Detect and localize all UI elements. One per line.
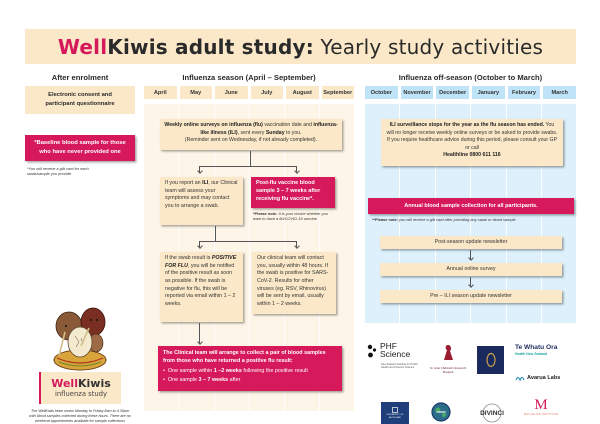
university-of-auckland-logo: UNIVERSITY OF AUCKLAND <box>381 402 409 424</box>
post-flu-vaccine-card: Post-flu vaccine blood sample 3 – 7 weeks after receiving flu vaccine*. <box>251 177 335 208</box>
vaccine-choice-note: *Please note: It is your choice whether you want to have a flu/COVID-19 vaccine. <box>253 211 328 222</box>
month-july: July <box>251 86 284 99</box>
paired-sample-item: • One sample 3 – 7 weeks after <box>163 377 241 384</box>
phf-science-logo: PHF Science New Zealand Institute for Public Health and Forensic Science <box>367 342 427 382</box>
page-title: WellKiwis adult study: Yearly study activities <box>57 34 544 59</box>
month-september: September <box>322 86 355 99</box>
malaghan-institute-logo: M MALAGHAN INSTITUTE <box>523 397 559 416</box>
consent-box: Electronic consent and participant questionnaire <box>25 86 135 114</box>
pre-season-newsletter-step: Pre – ILI season update newsletter <box>380 290 562 303</box>
month-december: December <box>436 86 469 99</box>
weekly-survey-card: Weekly online surveys on influenza (flu) vaccination date and influenza-like illness (ILI), sent every Sunday to you. (Reminder sent on Wednesday, if not already completed). <box>160 119 342 150</box>
off-season-heading: Influenza off-season (October to March) <box>398 73 543 82</box>
positive-flu-card: If the swab result is POSITIVE FOR FLU, you will be notified of the positive result as soon as possible. If the swab is negative for flu, this will be reported via email within 1 – 2 weeks. <box>160 252 243 322</box>
logo-subtitle: influenza study <box>54 390 108 399</box>
month-january: January <box>472 86 505 99</box>
month-november: November <box>401 86 434 99</box>
laurel-icon <box>485 352 497 368</box>
university-seal-logo <box>477 346 504 374</box>
annual-blood-sample-bar: Annual blood sample collection for all participants. <box>368 198 574 214</box>
gift-card-swab-note: **Please note: you will receive a gift card after providing any swab or blood sample <box>372 217 516 222</box>
kiwi-illustration <box>45 298 115 373</box>
connector-line <box>199 241 297 242</box>
ili-report-card: If you report an ILI, our Clinical team will assess your symptoms and may contact you to arrange a swab. <box>160 177 243 225</box>
baseline-blood-box: *Baseline blood sample for those who have never provided one <box>25 135 135 161</box>
month-april: April <box>144 86 177 99</box>
annual-survey-step: Annual online survey <box>380 263 562 276</box>
st-jude-logo: St. Jude Children's Research Hospital <box>428 344 468 378</box>
flu-season-heading: Influenza season (April – September) <box>182 73 316 82</box>
gift-card-note: *You will receive a gift card for each swab/sample you provide. <box>27 166 89 177</box>
wellkiwis-logo <box>39 372 121 404</box>
divinci-logo: DIVINCI <box>474 402 510 424</box>
ili-surveillance-stops-card: ILI surveillance stops for the year as the flu season has ended. You will no longer receive weekly online surveys or be asked to provide swabs. If you require healthcare advice during this period, please consult your GP or call Healthline 0800 611 116 <box>381 119 563 166</box>
connector-line <box>199 166 297 167</box>
waves-icon <box>515 374 525 382</box>
phf-dots-icon <box>367 344 377 358</box>
month-october: October <box>365 86 398 99</box>
month-june: June <box>215 86 248 99</box>
connector-line <box>250 151 251 166</box>
working-hours-note: The WellKiwis team works Monday to Friday 8am to 4.30pm with blood samples collected during these hours. There are no weekend appointments available for sample collections <box>29 409 131 424</box>
logo-wordmark: WellKiwis <box>51 376 111 390</box>
paired-sample-item: • One sample within 1 –2 weeks following the positive result <box>163 367 308 374</box>
crest-icon <box>392 407 398 413</box>
post-season-newsletter-step: Post-season update newsletter <box>380 236 562 249</box>
kiwi-birds-icon <box>45 298 115 373</box>
avarua-labs-logo: Avarua Labs <box>515 373 587 383</box>
after-enrolment-heading: After enrolment <box>51 73 109 82</box>
te-whatu-ora-logo: Te Whatu Ora Health New Zealand <box>515 344 558 356</box>
healthline-number: Healthline 0800 611 116 <box>443 152 501 159</box>
month-may: May <box>180 86 213 99</box>
title-banner <box>25 29 576 64</box>
connector-line <box>215 226 216 241</box>
flu-season-months <box>144 86 354 99</box>
month-march: March <box>543 86 576 99</box>
month-february: February <box>508 86 541 99</box>
off-season-months <box>365 86 576 99</box>
paired-blood-samples-card: The Clinical team will arrange to collect a pair of blood samples from those who have returned a positive flu result: • One sample within 1 –2 weeks following the positive result • One sample 3 – 7 weeks after <box>158 346 342 391</box>
st-jude-figure-icon <box>441 344 455 362</box>
ceirr-logo: CEIRR <box>428 400 454 424</box>
clinical-contact-card: Our clinical team will contact you, usually within 48 hours. If the swab is positive for SARS-CoV-2. Results for other viruses (eg. RSV, Rhinovirus) will be sent by email, usually within 1 – 2 weeks. <box>252 252 336 314</box>
month-august: August <box>286 86 319 99</box>
